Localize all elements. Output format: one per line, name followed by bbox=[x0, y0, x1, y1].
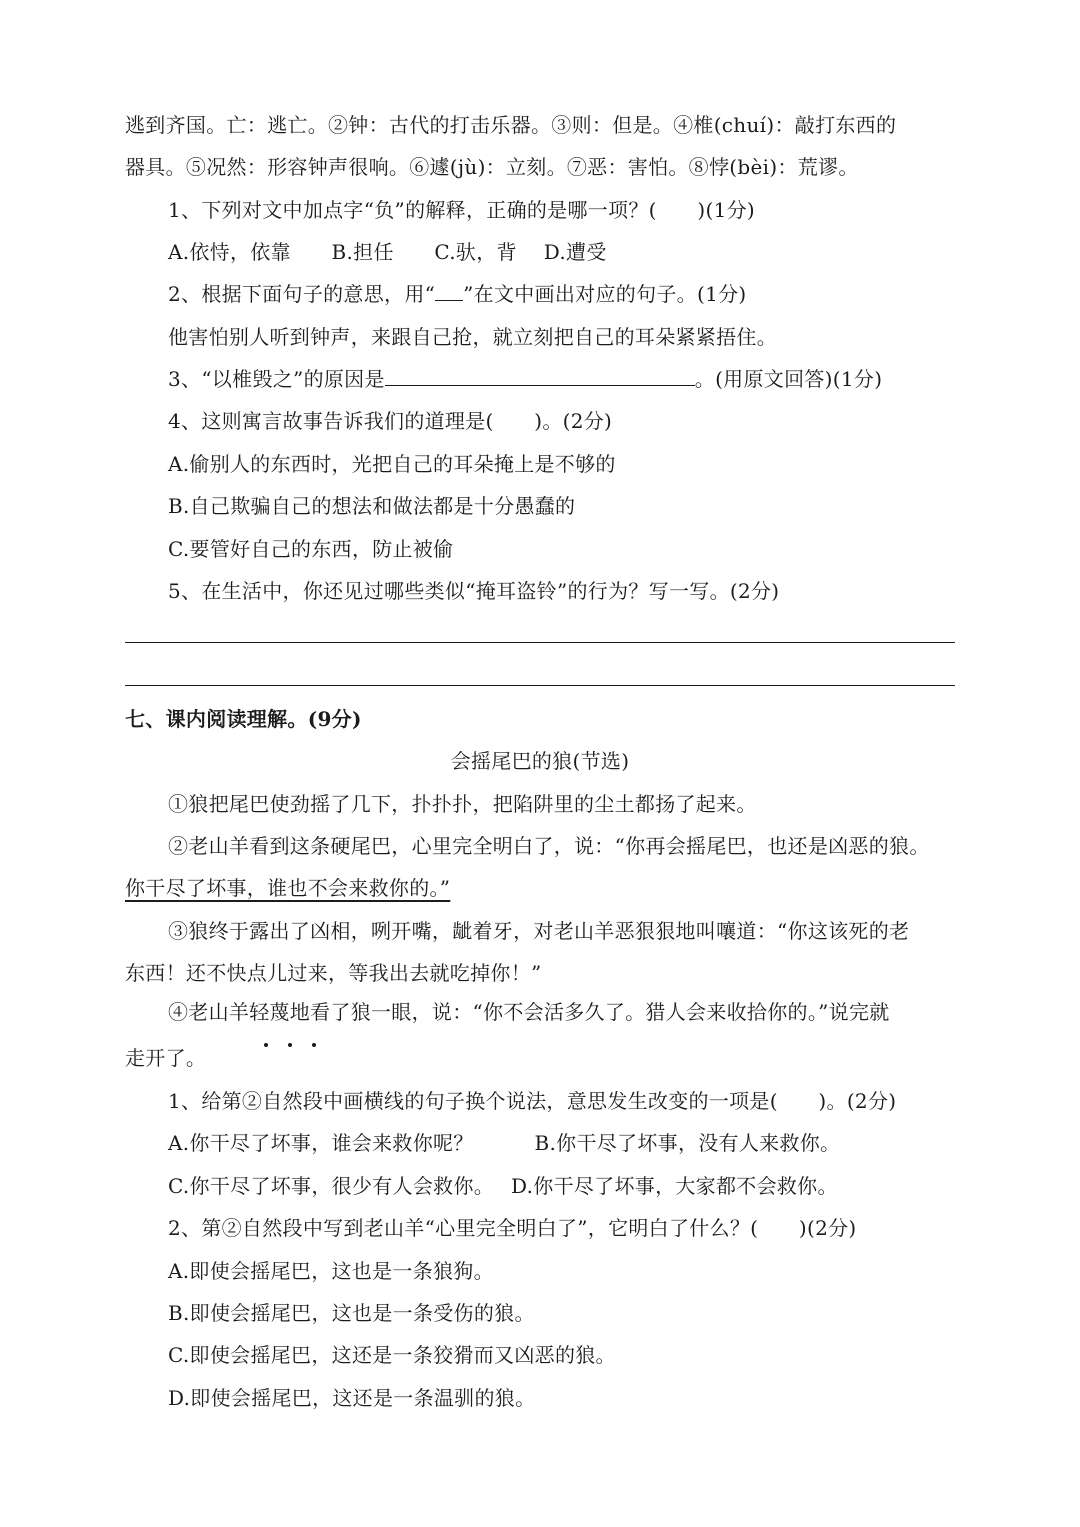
s6-question-3-pre: 3、“以椎毁之”的原因是 bbox=[168, 367, 385, 391]
section-7-heading: 七、课内阅读理解。(9分) bbox=[125, 707, 362, 731]
underline-mark bbox=[435, 280, 463, 301]
passage-paragraph-2-line-2: 你干尽了坏事，谁也不会来救你的。” bbox=[125, 876, 451, 900]
s7-question-2-option-d: D.即使会摇尾巴，这还是一条温驯的狼。 bbox=[168, 1386, 536, 1410]
s6-question-3 bbox=[168, 365, 882, 393]
s6-question-3-post: 。(用原文回答)(1分) bbox=[694, 367, 883, 391]
notes-line-1: 逃到齐国。亡：逃亡。②钟：古代的打击乐器。③则：但是。④椎(chuí)：敲打东西的 bbox=[125, 113, 897, 137]
answer-line-1[interactable] bbox=[125, 642, 955, 643]
answer-line-2[interactable] bbox=[125, 685, 955, 686]
s7-question-2-option-a: A.即使会摇尾巴，这也是一条狼狗。 bbox=[168, 1259, 494, 1283]
passage-paragraph-4-line-2: 走开了。 bbox=[125, 1046, 207, 1070]
s6-question-1-options: A.依恃，依靠 B.担任 C.驮，背 D.遭受 bbox=[168, 240, 607, 264]
passage-paragraph-3-line-1: ③狼终于露出了凶相，咧开嘴，龇着牙，对老山羊恶狠狠地叫嚷道：“你这该死的老 bbox=[168, 919, 910, 943]
passage-title: 会摇尾巴的狼(节选) bbox=[450, 749, 630, 773]
passage-paragraph-3-line-2: 东西！还不快点儿过来，等我出去就吃掉你！” bbox=[125, 961, 542, 985]
passage-paragraph-4-line-1: ④老山羊轻蔑地看了狼一眼，说：“你不会活多久了。猎人会来收拾你的。”说完就 bbox=[168, 1000, 890, 1024]
s7-question-2-option-c: C.即使会摇尾巴，这还是一条狡猾而又凶恶的狼。 bbox=[168, 1343, 616, 1367]
s6-question-5: 5、在生活中，你还见过哪些类似“掩耳盗铃”的行为？写一写。(2分) bbox=[168, 579, 780, 603]
s6-question-2-post: ”在文中画出对应的句子。(1分) bbox=[463, 282, 747, 306]
s6-question-4-option-c: C.要管好自己的东西，防止被偷 bbox=[168, 537, 454, 561]
s6-question-2-pre: 2、根据下面句子的意思，用“ bbox=[168, 282, 436, 306]
s6-question-4-option-b: B.自己欺骗自己的想法和做法都是十分愚蠢的 bbox=[168, 494, 576, 518]
passage-paragraph-1: ①狼把尾巴使劲摇了几下，扑扑扑，把陷阱里的尘土都扬了起来。 bbox=[168, 792, 757, 816]
s6-question-4: 4、这则寓言故事告诉我们的道理是( )。(2分) bbox=[168, 409, 613, 433]
s7-question-2: 2、第②自然段中写到老山羊“心里完全明白了”，它明白了什么？( )(2分) bbox=[168, 1216, 857, 1240]
s7-question-1: 1、给第②自然段中画横线的句子换个说法，意思发生改变的一项是( )。(2分) bbox=[168, 1089, 897, 1113]
s6-question-2 bbox=[168, 280, 747, 308]
s6-question-1: 1、下列对文中加点字“负”的解释，正确的是哪一项？( )(1分) bbox=[168, 198, 756, 222]
s7-question-2-option-b: B.即使会摇尾巴，这也是一条受伤的狼。 bbox=[168, 1301, 535, 1325]
s7-question-1-options-ab: A.你干尽了坏事，谁会来救你呢？ B.你干尽了坏事，没有人来救你。 bbox=[168, 1131, 841, 1155]
emphasis-dot bbox=[312, 1043, 316, 1047]
passage-paragraph-2-line-1: ②老山羊看到这条硬尾巴，心里完全明白了，说：“你再会摇尾巴，也还是凶恶的狼。 bbox=[168, 834, 930, 858]
emphasis-dot bbox=[264, 1043, 268, 1047]
s6-question-4-option-a: A.偷别人的东西时，光把自己的耳朵掩上是不够的 bbox=[168, 452, 616, 476]
notes-line-2: 器具。⑤况然：形容钟声很响。⑥遽(jù)：立刻。⑦恶：害怕。⑧悖(bèi)：荒谬。 bbox=[125, 155, 859, 179]
s7-question-1-options-cd: C.你干尽了坏事，很少有人会救你。 D.你干尽了坏事，大家都不会救你。 bbox=[168, 1174, 838, 1198]
emphasis-dot bbox=[288, 1043, 292, 1047]
answer-blank[interactable] bbox=[385, 365, 695, 386]
s6-question-2-sentence: 他害怕别人听到钟声，来跟自己抢，就立刻把自己的耳朵紧紧捂住。 bbox=[168, 325, 777, 349]
